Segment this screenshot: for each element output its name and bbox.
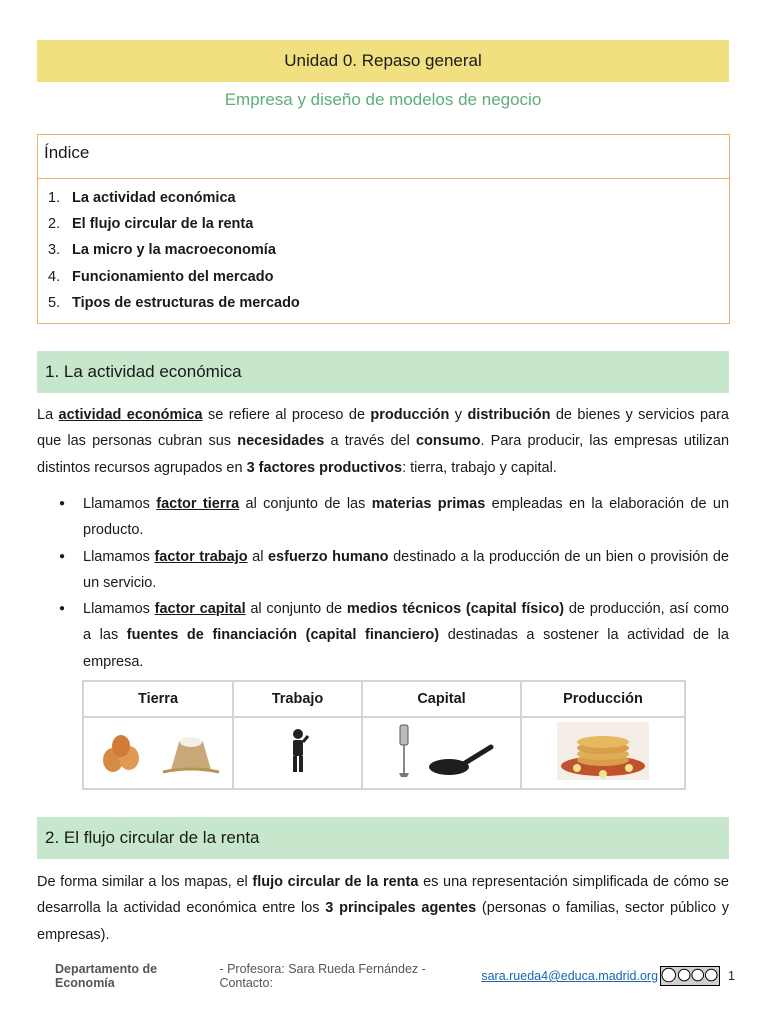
index-title: Índice (38, 135, 729, 179)
column-header-tierra: Tierra (83, 681, 233, 717)
index-list (38, 179, 729, 316)
table-row (83, 717, 685, 789)
section-2-intro: De forma similar a los mapas, el flujo circular de la renta es una representación simplificada de cómo se desarrolla la actividad económica entre los 3 principales agentes (personas o familias, sector público y empresas). (37, 874, 729, 943)
pancakes-icon (557, 722, 649, 780)
index-box (37, 134, 730, 324)
mixer-and-pan-icon (387, 723, 497, 779)
column-header-capital: Capital (362, 681, 521, 717)
column-header-trabajo: Trabajo (233, 681, 362, 717)
bullet-factor-tierra: ● Llamamos factor tierra al conjunto de las materias primas empleadas en la elaboración de un producto. (37, 491, 729, 544)
index-item[interactable]: 5. Tipos de estructuras de mercado (48, 294, 300, 311)
section-1-heading: 1. La actividad económica (37, 351, 729, 393)
eggs-and-flour-icon (93, 726, 223, 776)
factor-bullet-list (37, 491, 729, 675)
page-number: 1 (728, 969, 735, 983)
document-subtitle: Empresa y diseño de modelos de negocio (224, 90, 542, 109)
table-header-row (83, 681, 685, 717)
unit-title: Unidad 0. Repaso general (284, 51, 482, 70)
column-header-produccion: Producción (521, 681, 685, 717)
index-item[interactable]: 3. La micro y la macroeconomía (48, 242, 276, 259)
factors-table (82, 680, 686, 790)
page-footer (55, 962, 735, 990)
footer-author: - Profesora: Sara Rueda Fernández - Contacto: (219, 962, 426, 990)
cc-license-icon[interactable] (660, 966, 720, 986)
cell-capital (362, 717, 521, 789)
contact-email-link[interactable]: sara.rueda4@educa.madrid.org (481, 969, 659, 983)
footer-department: Departamento de Economía (55, 962, 158, 990)
cell-produccion (521, 717, 685, 789)
index-item[interactable]: 2. El flujo circular de la renta (48, 216, 254, 233)
index-item[interactable]: 4. Funcionamiento del mercado (48, 268, 274, 285)
cell-tierra (83, 717, 233, 789)
unit-title-banner (37, 40, 729, 82)
section-1-intro: La actividad económica se refiere al proceso de producción y distribución de bienes y servicios para que las personas cubran sus necesidades a través del consumo. Para producir, las empresas utilizan distintos recursos agrupados en 3 factores productivos: tierra, trabajo y capital. (37, 407, 730, 476)
cell-trabajo (233, 717, 362, 789)
section-2-heading: 2. El flujo circular de la renta (37, 817, 729, 859)
index-item[interactable]: 1. La actividad económica (48, 190, 236, 207)
creative-commons-icon (661, 966, 719, 986)
bullet-factor-capital: ● Llamamos factor capital al conjunto de medios técnicos (capital físico) de producción, así como a las fuentes de financiación (capital financiero) destinadas a sostener la actividad de la empresa. (37, 596, 729, 675)
worker-icon (283, 728, 313, 774)
bullet-factor-trabajo: ● Llamamos factor trabajo al esfuerzo humano destinado a la producción de un bien o provisión de un servicio. (37, 544, 729, 597)
